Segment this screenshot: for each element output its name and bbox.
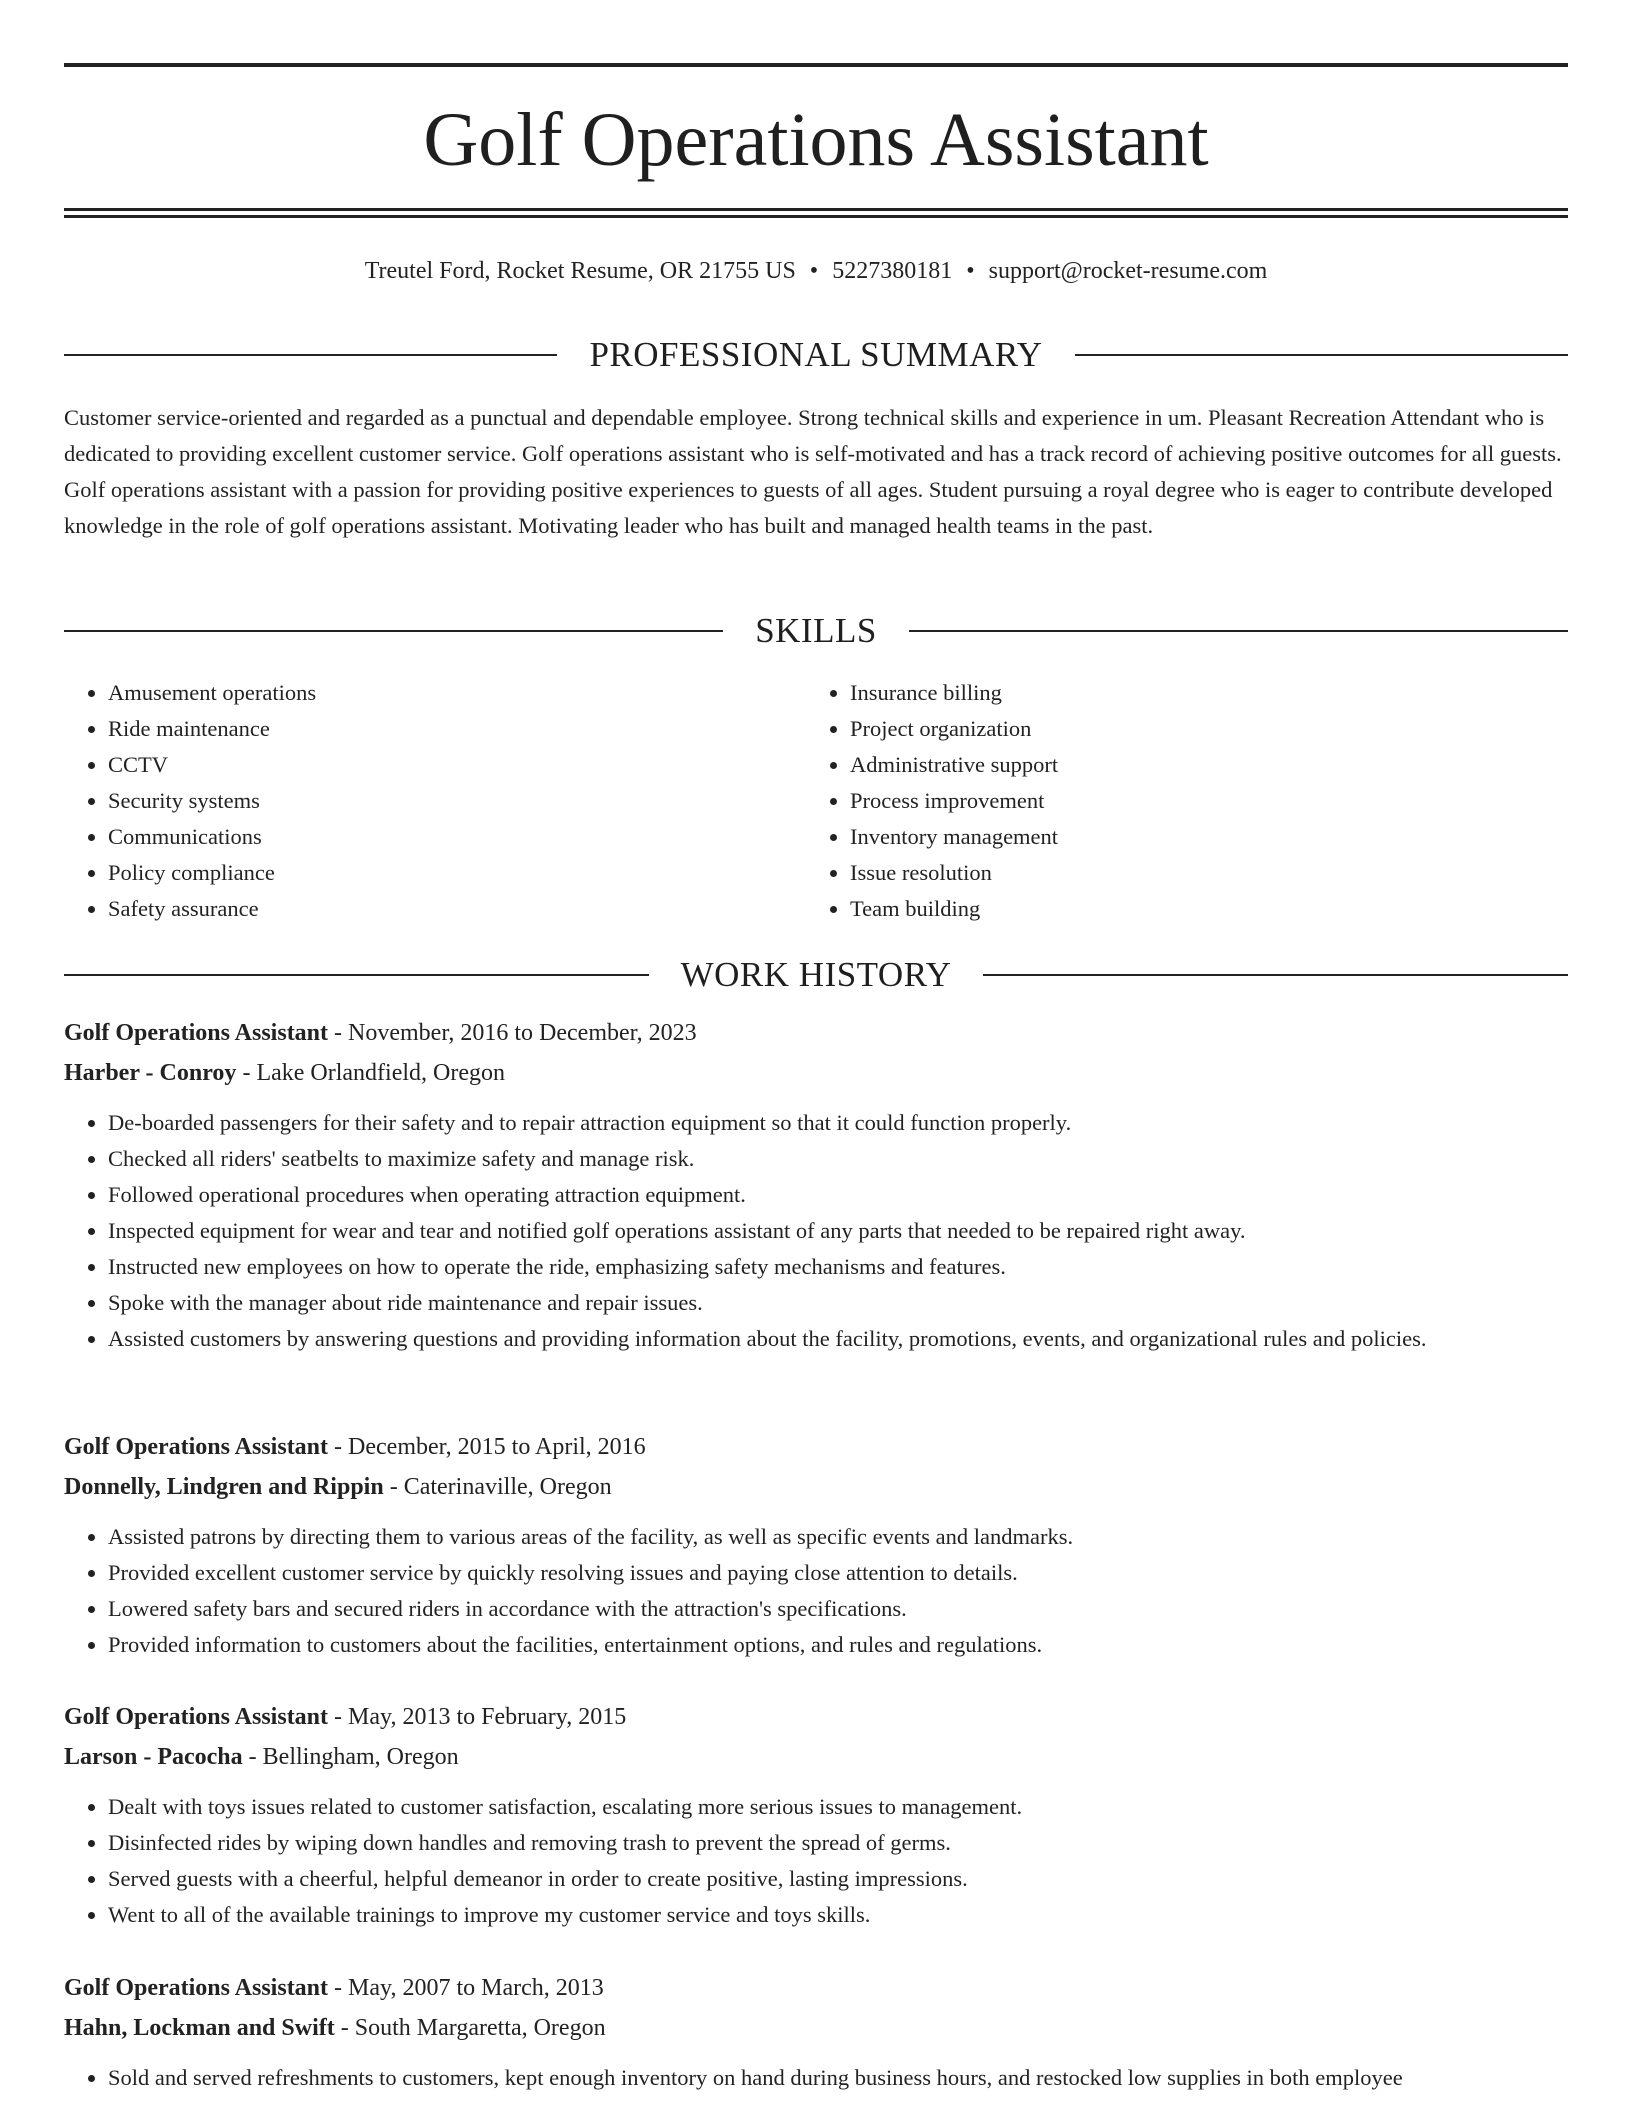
job-title: Golf Operations Assistant	[64, 1434, 329, 1460]
section-title-summary: PROFESSIONAL SUMMARY	[589, 335, 1043, 374]
job-employer-line	[64, 1737, 1568, 1777]
skills-list	[64, 675, 1568, 927]
job-location: Lake Orlandfield, Oregon	[256, 1060, 506, 1086]
job-entry	[64, 1697, 1568, 1933]
section-heading-work	[64, 953, 1568, 997]
skill-item: • Issue resolution	[850, 855, 1548, 891]
job-bullet: • Disinfected rides by wiping down handles and removing trash to prevent the spread of germs.	[108, 1825, 1568, 1861]
contact-separator: •	[966, 258, 975, 284]
job-dates: May, 2013 to February, 2015	[348, 1704, 627, 1730]
job-bullet: • Assisted patrons by directing them to various areas of the facility, as well as specific events and landmarks.	[108, 1519, 1568, 1555]
job-employer: Harber - Conroy	[64, 1060, 237, 1086]
contact-line	[64, 255, 1568, 287]
job-location: Caterinaville, Oregon	[403, 1474, 612, 1500]
job-bullet: • Provided information to customers about the facilities, entertainment options, and rules and regulations.	[108, 1627, 1568, 1663]
job-bullet-list	[64, 2060, 1568, 2096]
summary-paragraph: Customer service-oriented and regarded as a punctual and dependable employee. Strong technical skills and experience in um. Pleasant Recreation Attendant who is dedicated to providing excellent customer service. Golf operations assistant who is self-motivated and has a track record of achieving positive outcomes for all guests. Golf operations assistant with a passion for providing positive experiences to guests of all ages. Student pursuing a royal degree who is eager to contribute developed knowledge in the role of golf operations assistant. Motivating leader who has built and managed health teams in the past.	[64, 405, 1562, 538]
job-dash: -	[328, 1020, 349, 1046]
job-dash: -	[236, 1060, 257, 1086]
job-employer: Hahn, Lockman and Swift	[64, 2015, 335, 2041]
heading-rule-left	[64, 974, 649, 976]
heading-rule-right	[1075, 354, 1568, 356]
job-bullet: • Inspected equipment for wear and tear and notified golf operations assistant of any parts that needed to be repaired right away.	[108, 1213, 1568, 1249]
job-entry	[64, 1427, 1568, 1663]
contact-address: Treutel Ford, Rocket Resume, OR 21755 US	[364, 258, 796, 284]
job-title: Golf Operations Assistant	[64, 1975, 329, 2001]
job-bullet: • Followed operational procedures when operating attraction equipment.	[108, 1177, 1568, 1213]
skill-item: • Policy compliance	[108, 855, 806, 891]
job-location: Bellingham, Oregon	[262, 1744, 459, 1770]
heading-rule-left	[64, 354, 557, 356]
job-bullet-list	[64, 1789, 1568, 1933]
job-employer: Larson - Pacocha	[64, 1744, 243, 1770]
skill-item: • Communications	[108, 819, 806, 855]
skill-item: • Process improvement	[850, 783, 1548, 819]
contact-separator: •	[809, 258, 819, 284]
job-location: South Margaretta, Oregon	[354, 2015, 606, 2041]
job-bullet: • Spoke with the manager about ride maintenance and repair issues.	[108, 1285, 1568, 1321]
job-employer-line	[64, 1467, 1568, 1507]
skill-item: • Ride maintenance	[108, 711, 806, 747]
heading-rule-left	[64, 630, 723, 632]
job-bullet: • Dealt with toys issues related to customer satisfaction, escalating more serious issues to management.	[108, 1789, 1568, 1825]
contact-email: support@rocket-resume.com	[988, 258, 1268, 284]
job-bullet: • Served guests with a cheerful, helpful demeanor in order to create positive, lasting impressions.	[108, 1861, 1568, 1897]
job-dates: May, 2007 to March, 2013	[348, 1975, 604, 2001]
job-bullet: • De-boarded passengers for their safety and to repair attraction equipment so that it could function properly.	[108, 1105, 1568, 1141]
job-dash: -	[328, 1975, 349, 2001]
job-dash: -	[334, 2015, 355, 2041]
section-heading-skills	[64, 609, 1568, 653]
job-role-line	[64, 1427, 1568, 1467]
job-dash: -	[383, 1474, 404, 1500]
skill-item: • CCTV	[108, 747, 806, 783]
job-employer: Donnelly, Lindgren and Rippin	[64, 1474, 384, 1500]
header-double-rule	[64, 208, 1568, 218]
resume-title: Golf Operations Assistant	[423, 98, 1209, 182]
skill-item: • Inventory management	[850, 819, 1548, 855]
skill-item: • Amusement operations	[108, 675, 806, 711]
skill-item: • Insurance billing	[850, 675, 1548, 711]
skill-item: • Project organization	[850, 711, 1548, 747]
skill-item: • Administrative support	[850, 747, 1548, 783]
section-title-skills: SKILLS	[755, 611, 877, 650]
job-dash: -	[242, 1744, 263, 1770]
skills-column-right	[806, 675, 1548, 927]
job-employer-line	[64, 1053, 1568, 1093]
header-top-rule	[64, 63, 1568, 67]
job-bullet: • Provided excellent customer service by quickly resolving issues and paying close attention to details.	[108, 1555, 1568, 1591]
job-role-line	[64, 1968, 1568, 2008]
job-bullet: • Checked all riders' seatbelts to maximize safety and manage risk.	[108, 1141, 1568, 1177]
job-dates: December, 2015 to April, 2016	[348, 1434, 646, 1460]
job-bullet: • Lowered safety bars and secured riders in accordance with the attraction's specifications.	[108, 1591, 1568, 1627]
section-heading-summary	[64, 333, 1568, 377]
section-title-work: WORK HISTORY	[680, 955, 952, 994]
heading-rule-right	[909, 630, 1568, 632]
job-role-line	[64, 1697, 1568, 1737]
job-entry	[64, 1013, 1568, 1357]
skill-item: • Safety assurance	[108, 891, 806, 927]
skill-item: • Team building	[850, 891, 1548, 927]
job-bullet: • Went to all of the available trainings to improve my customer service and toys skills.	[108, 1897, 1568, 1933]
job-entry	[64, 1968, 1568, 2096]
heading-rule-right	[983, 974, 1568, 976]
job-title: Golf Operations Assistant	[64, 1704, 329, 1730]
job-employer-line	[64, 2008, 1568, 2048]
job-dash: -	[328, 1434, 349, 1460]
skills-column-left	[64, 675, 806, 927]
contact-phone: 5227380181	[832, 258, 953, 284]
job-role-line	[64, 1013, 1568, 1053]
job-dates: November, 2016 to December, 2023	[348, 1020, 697, 1046]
skill-item: • Security systems	[108, 783, 806, 819]
job-bullet: • Instructed new employees on how to operate the ride, emphasizing safety mechanisms and features.	[108, 1249, 1568, 1285]
job-bullet: • Sold and served refreshments to customers, kept enough inventory on hand during business hours, and restocked low supplies in both employee	[108, 2060, 1568, 2096]
job-bullet: • Assisted customers by answering questions and providing information about the facility, promotions, events, and organizational rules and policies.	[108, 1321, 1568, 1357]
job-title: Golf Operations Assistant	[64, 1020, 329, 1046]
job-bullet-list	[64, 1519, 1568, 1663]
job-dash: -	[328, 1704, 349, 1730]
job-bullet-list	[64, 1105, 1568, 1357]
